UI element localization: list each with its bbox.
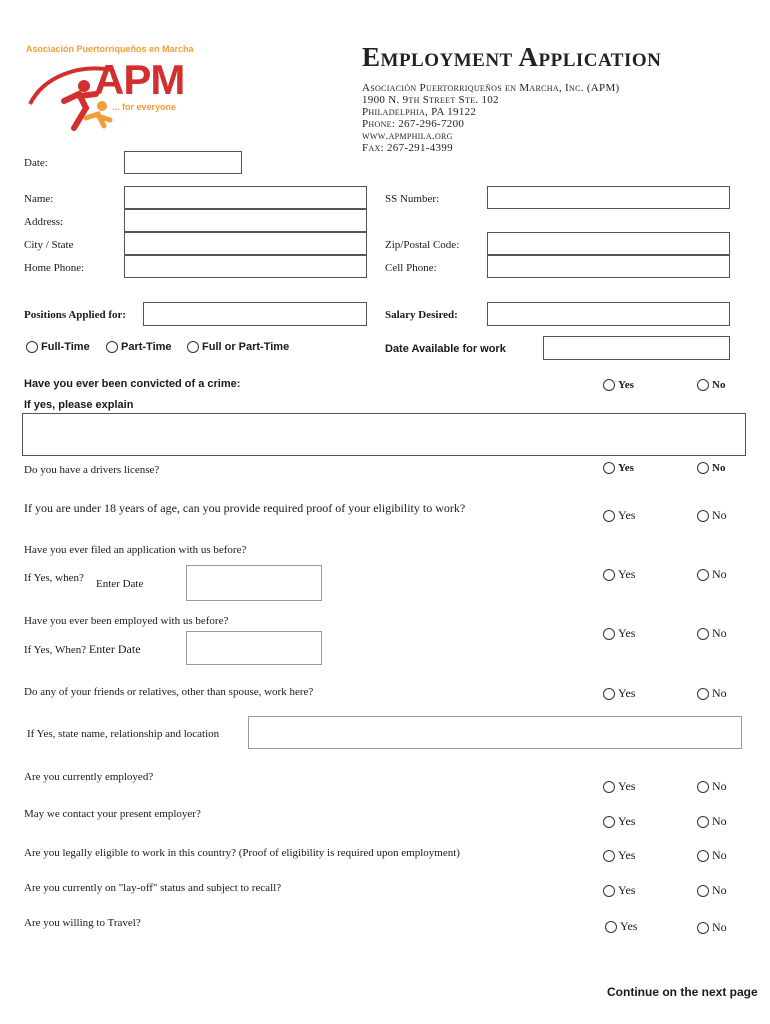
filed-when-label: If Yes, when? bbox=[24, 572, 84, 584]
legally-eligible-question: Are you legally eligible to work in this country? (Proof of eligibility is required upon employment) bbox=[24, 847, 460, 859]
currently-employed-yes[interactable]: Yes bbox=[603, 779, 635, 794]
address-line: www.apmphila.org bbox=[362, 130, 453, 142]
radio-icon[interactable] bbox=[603, 850, 615, 862]
filed-yes[interactable]: Yes bbox=[603, 567, 635, 582]
convicted-question: Have you ever been convicted of a crime: bbox=[24, 378, 241, 390]
radio-icon[interactable] bbox=[697, 379, 709, 391]
travel-question: Are you willing to Travel? bbox=[24, 917, 141, 929]
address-line: Asociación Puertorriqueños en Marcha, Inc. (APM) bbox=[362, 82, 620, 94]
radio-icon[interactable] bbox=[697, 510, 709, 522]
address-line: Philadelphia, PA 19122 bbox=[362, 106, 477, 118]
employed-when-text: If Yes, When? bbox=[24, 644, 87, 656]
full-or-part-time-radio[interactable] bbox=[187, 341, 199, 353]
address-line: Fax: 267-291-4399 bbox=[362, 142, 453, 154]
radio-icon[interactable] bbox=[697, 885, 709, 897]
zip-input[interactable] bbox=[487, 232, 730, 255]
home-phone-label: Home Phone: bbox=[24, 262, 85, 274]
travel-no[interactable]: No bbox=[697, 920, 727, 935]
contact-employer-yes[interactable]: Yes bbox=[603, 814, 635, 829]
name-input[interactable] bbox=[124, 186, 367, 209]
apm-logo bbox=[24, 44, 194, 139]
license-yes[interactable]: Yes bbox=[603, 462, 634, 474]
employed-date-input[interactable] bbox=[186, 631, 322, 665]
radio-icon[interactable] bbox=[697, 569, 709, 581]
layoff-yes[interactable]: Yes bbox=[603, 883, 635, 898]
salary-label: Salary Desired: bbox=[385, 309, 458, 321]
radio-icon[interactable] bbox=[603, 688, 615, 700]
part-time-option[interactable]: Part-Time bbox=[106, 341, 172, 353]
city-state-input[interactable] bbox=[124, 232, 367, 255]
under18-question: If you are under 18 years of age, can you provide required proof of your eligibility to work? bbox=[24, 501, 466, 515]
radio-icon[interactable] bbox=[697, 922, 709, 934]
page-title: Employment Application bbox=[362, 42, 662, 72]
logo-tagline: ... for everyone bbox=[112, 102, 177, 112]
date-label: Date: bbox=[24, 157, 48, 169]
radio-icon[interactable] bbox=[697, 628, 709, 640]
radio-icon[interactable] bbox=[603, 510, 615, 522]
layoff-no[interactable]: No bbox=[697, 883, 727, 898]
state-name-input[interactable] bbox=[248, 716, 742, 749]
ss-number-label: SS Number: bbox=[385, 193, 440, 205]
radio-icon[interactable] bbox=[603, 569, 615, 581]
address-input[interactable] bbox=[124, 209, 367, 232]
radio-icon[interactable] bbox=[603, 462, 615, 474]
friends-question: Do any of your friends or relatives, other than spouse, work here? bbox=[24, 686, 314, 698]
filed-enter-date-label: Enter Date bbox=[96, 578, 144, 590]
employed-enter-date-text: Enter Date bbox=[88, 642, 141, 656]
positions-input[interactable] bbox=[143, 302, 367, 326]
continue-note: Continue on the next page bbox=[607, 985, 758, 999]
home-phone-input[interactable] bbox=[124, 255, 367, 278]
explain-label: If yes, please explain bbox=[24, 399, 134, 411]
address-line: Phone: 267-296-7200 bbox=[362, 118, 465, 130]
cell-phone-input[interactable] bbox=[487, 255, 730, 278]
radio-icon[interactable] bbox=[603, 379, 615, 391]
zip-label: Zip/Postal Code: bbox=[385, 239, 460, 251]
cell-phone-label: Cell Phone: bbox=[385, 262, 437, 274]
legally-eligible-no[interactable]: No bbox=[697, 848, 727, 863]
full-or-part-time-option[interactable]: Full or Part-Time bbox=[187, 341, 289, 353]
radio-icon[interactable] bbox=[603, 781, 615, 793]
employed-when-label bbox=[24, 642, 141, 657]
license-no[interactable]: No bbox=[697, 462, 725, 474]
logo-org-name: Asociación Puertorriqueños en Marcha bbox=[26, 44, 194, 54]
travel-yes[interactable]: Yes bbox=[605, 919, 637, 934]
convicted-yes[interactable]: Yes bbox=[603, 379, 634, 391]
address-line: 1900 N. 9th Street Ste. 102 bbox=[362, 94, 499, 106]
friends-no[interactable]: No bbox=[697, 686, 727, 701]
filed-date-input[interactable] bbox=[186, 565, 322, 601]
radio-icon[interactable] bbox=[603, 628, 615, 640]
radio-icon[interactable] bbox=[697, 462, 709, 474]
date-input[interactable] bbox=[124, 151, 242, 174]
positions-label: Positions Applied for: bbox=[24, 309, 127, 321]
radio-icon[interactable] bbox=[697, 850, 709, 862]
explain-textarea[interactable] bbox=[22, 413, 746, 456]
convicted-no[interactable]: No bbox=[697, 379, 725, 391]
under18-yes[interactable]: Yes bbox=[603, 508, 635, 523]
name-label: Name: bbox=[24, 193, 54, 205]
currently-employed-no[interactable]: No bbox=[697, 779, 727, 794]
employed-before-question: Have you ever been employed with us before? bbox=[24, 615, 229, 627]
filed-no[interactable]: No bbox=[697, 567, 727, 582]
radio-icon[interactable] bbox=[697, 816, 709, 828]
city-state-label: City / State bbox=[24, 239, 74, 251]
contact-employer-question: May we contact your present employer? bbox=[24, 808, 201, 820]
legally-eligible-yes[interactable]: Yes bbox=[603, 848, 635, 863]
salary-input[interactable] bbox=[487, 302, 730, 326]
radio-icon[interactable] bbox=[603, 816, 615, 828]
full-time-radio[interactable] bbox=[26, 341, 38, 353]
filed-before-question: Have you ever filed an application with us before? bbox=[24, 544, 247, 556]
org-address bbox=[362, 82, 619, 154]
ss-number-input[interactable] bbox=[487, 186, 730, 209]
radio-icon[interactable] bbox=[697, 781, 709, 793]
layoff-question: Are you currently on "lay-off" status and subject to recall? bbox=[24, 882, 282, 894]
license-question: Do you have a drivers license? bbox=[24, 464, 160, 476]
full-time-option[interactable]: Full-Time bbox=[26, 341, 90, 353]
date-available-label: Date Available for work bbox=[385, 343, 506, 355]
state-name-label: If Yes, state name, relationship and location bbox=[27, 728, 220, 740]
radio-icon[interactable] bbox=[603, 885, 615, 897]
address-label: Address: bbox=[24, 216, 64, 228]
employed-no[interactable]: No bbox=[697, 626, 727, 641]
currently-employed-question: Are you currently employed? bbox=[24, 771, 154, 783]
radio-icon[interactable] bbox=[605, 921, 617, 933]
logo-acronym: APM bbox=[94, 56, 185, 103]
employed-yes[interactable]: Yes bbox=[603, 626, 635, 641]
under18-no[interactable]: No bbox=[697, 508, 727, 523]
date-available-input[interactable] bbox=[543, 336, 730, 360]
contact-employer-no[interactable]: No bbox=[697, 814, 727, 829]
radio-icon[interactable] bbox=[697, 688, 709, 700]
friends-yes[interactable]: Yes bbox=[603, 686, 635, 701]
part-time-radio[interactable] bbox=[106, 341, 118, 353]
